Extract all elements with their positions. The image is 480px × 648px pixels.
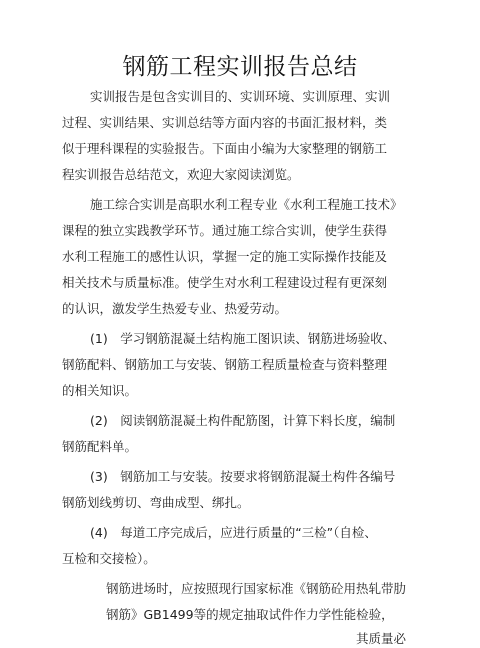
paragraph-line: 钢筋进场时，应按照现行国家标准《钢筋砼用热轧带肋: [106, 581, 407, 596]
list-item-line: 钢筋划线剪切、弯曲成型、绑扎。: [62, 495, 250, 510]
list-item-line: 钢筋配料单。: [62, 439, 138, 454]
paragraph-line: 其质量必: [356, 631, 407, 646]
paragraph-line: 程实训报告总结范文，欢迎大家阅读浏览。: [62, 167, 300, 182]
list-item-line: 互检和交接检）。: [62, 551, 156, 566]
paragraph-line: 相关技术与质量标准。使学生对水利工程建设过程有更深刻: [62, 275, 388, 290]
list-item-line: (2) 阅读钢筋混凝土构件配筋图，计算下料长度，编制: [90, 413, 396, 428]
paragraph-line: 课程的独立实践教学环节。通过施工综合实训，使学生获得: [62, 223, 388, 238]
paragraph-line: 的认识，激发学生热爱专业、热爱劳动。: [62, 301, 288, 316]
paragraph-line: 过程、实训结果、实训总结等方面内容的书面汇报材料，类: [62, 115, 388, 130]
list-item-line: 的相关知识。: [62, 383, 138, 398]
paragraph-line: 实训报告是包含实训目的、实训环境、实训原理、实训: [90, 89, 391, 104]
list-item-line: (3) 钢筋加工与安装。按要求将钢筋混凝土构件各编号: [90, 469, 396, 484]
paragraph-line: 施工综合实训是高职水利工程专业《水利工程施工技术》: [90, 197, 403, 212]
paragraph-line: 似于理科课程的实验报告。下面由小编为大家整理的钢筋工: [62, 141, 388, 156]
paragraph-line: 水利工程施工的感性认识，掌握一定的施工实际操作技能及: [62, 249, 388, 264]
list-item-line: 钢筋配料、钢筋加工与安装、钢筋工程质量检查与资料整理: [62, 357, 388, 372]
list-item-line: (4) 每道工序完成后，应进行质量的“三检”（自检、: [90, 525, 377, 540]
paragraph-line: 钢筋》GB1499等的规定抽取试件作力学性能检验，: [106, 607, 394, 622]
list-item-line: (1) 学习钢筋混凝土结构施工图识读、钢筋进场验收、: [90, 331, 396, 346]
document-title: 钢筋工程实训报告总结: [122, 54, 358, 80]
